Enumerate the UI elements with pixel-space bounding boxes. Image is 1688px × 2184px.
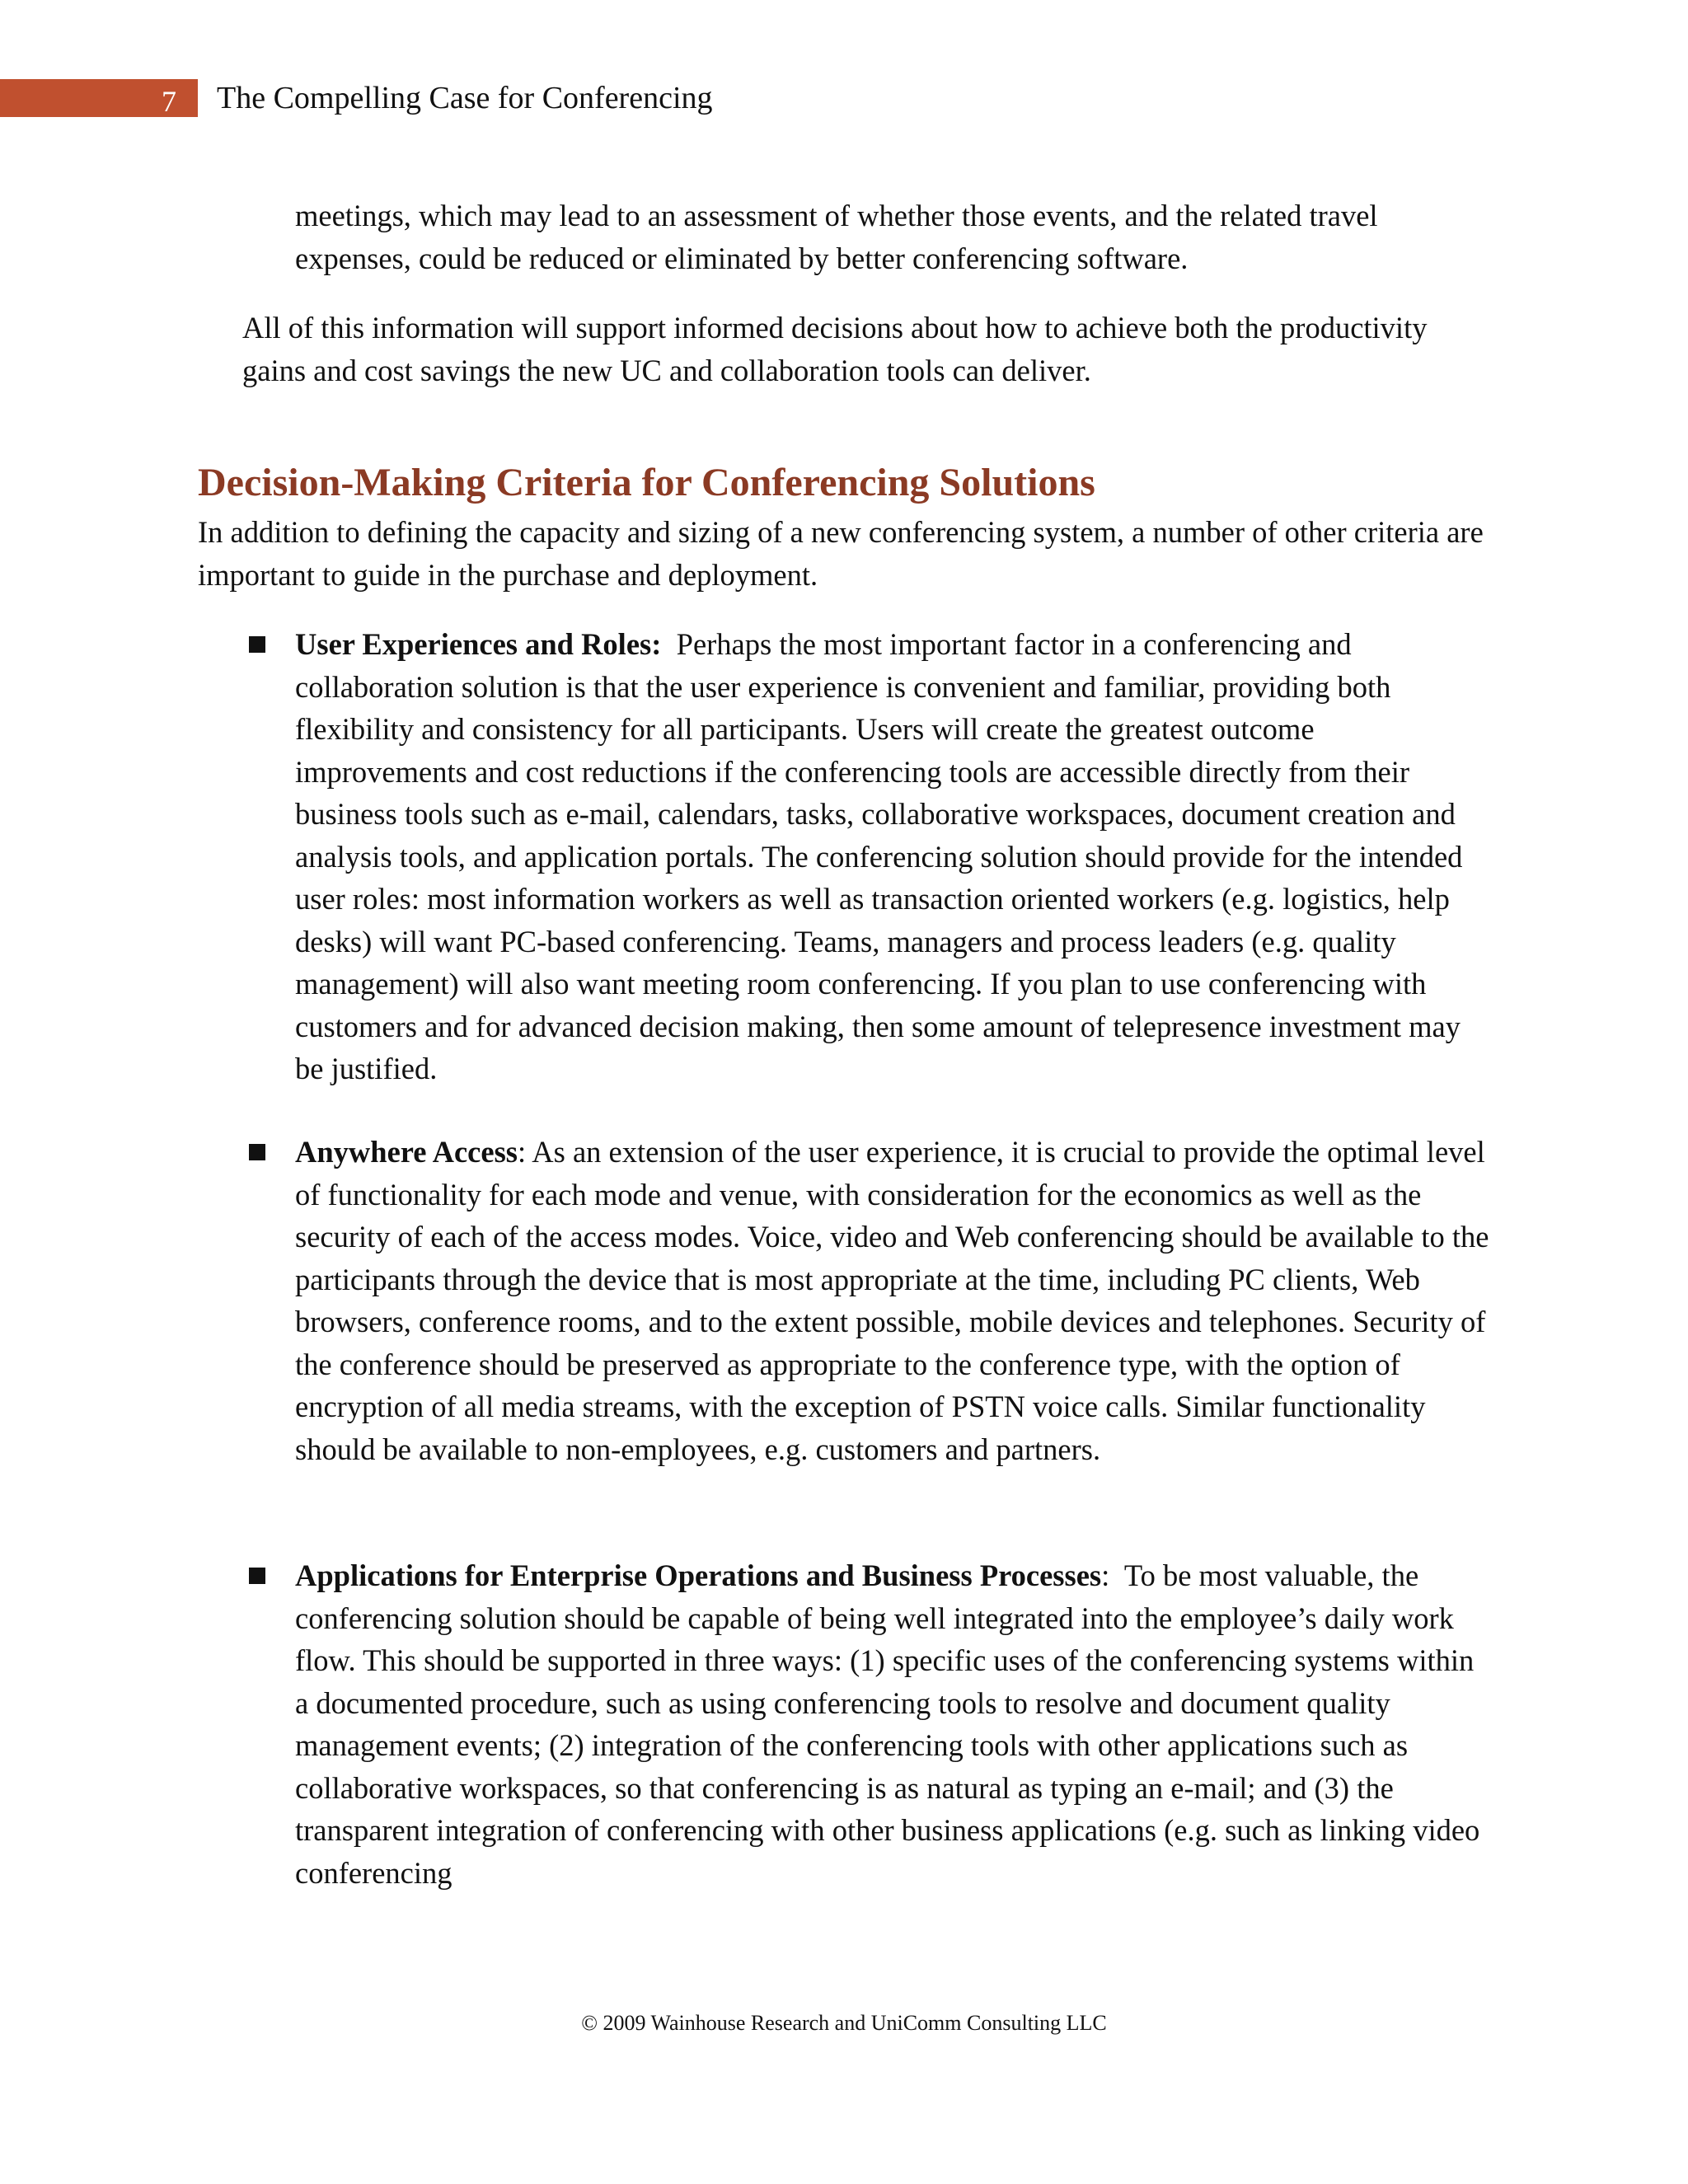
section-heading: Decision-Making Criteria for Conferencing Solutions [198,461,1095,504]
summary-paragraph: All of this information will support informed decisions about how to achieve both the productivity gains and cost savings the new UC and collaboration tools can deliver. [242,311,1428,387]
continuation-paragraph: meetings, which may lead to an assessment of whether those events, and the related travel expenses, could be reduced or eliminated by better conferencing software. [295,199,1378,275]
bullet-separator: : [518,1135,532,1169]
bullet-text: Perhaps the most important factor in a conferencing and collaboration solution is that the user experience is convenient and familiar, providing both flexibility and consistency for all participants. Users will create the greatest outcome improvements and cost reductions if the conferencing tools are accessible directly from their business tools such as e-mail, calendars, tasks, collaborative workspaces, document creation and analysis tools, and application portals. The conferencing solution should provide for the intended user roles: most information workers as well as transaction oriented workers (e.g. logistics, help desks) will want PC-based conferencing. Teams, managers and process leaders (e.g. quality management) will also want meeting room conferencing. If you plan to use conferencing with customers and for advanced decision making, then some amount of telepresence investment may be justified. [295,627,1463,1085]
section-intro: In addition to defining the capacity and sizing of a new conferencing system, a number of other criteria are important to guide in the purchase and deployment. [198,515,1484,592]
bullet-title: User Experiences and Roles: [295,627,662,661]
square-bullet-icon [249,636,265,653]
page-number: 7 [162,85,176,118]
bullet-item-user-experiences [295,623,1490,1090]
page-footer: © 2009 Wainhouse Research and UniComm Consulting LLC [581,2011,1107,2035]
square-bullet-icon [249,1144,265,1160]
square-bullet-icon [249,1568,265,1584]
bullet-title: Anywhere Access [295,1135,518,1169]
bullet-separator [661,627,676,661]
bullet-item-anywhere-access [295,1131,1490,1470]
bullet-separator: : [1101,1558,1124,1592]
bullet-title: Applications for Enterprise Operations and Business Processes [295,1558,1102,1592]
bullet-item-applications [295,1554,1490,1894]
bullet-text: As an extension of the user experience, it is crucial to provide the optimal level of functionality for each mode and venue, with consideration for the economics as well as the security of each of the access modes. Voice, video and Web conferencing should be available to the participants through the device that is most appropriate at the time, including PC clients, Web browsers, conference rooms, and to the extent possible, mobile devices and telephones. Security of the conference should be preserved as appropriate to the conference type, with the option of encryption of all media streams, with the exception of PSTN voice calls. Similar functionality should be available to non-employees, e.g. customers and partners. [295,1135,1489,1466]
running-title: The Compelling Case for Conferencing [217,81,713,115]
bullet-text: To be most valuable, the conferencing solution should be capable of being well integrated into the employee’s daily work flow. This should be supported in three ways: (1) specific uses of the conferencing systems within a documented procedure, such as using conferencing tools to resolve and document quality management events; (2) integration of the conferencing tools with other applications such as collaborative workspaces, so that conferencing is as natural as typing an e-mail; and (3) the transparent integration of conferencing with other business applications (e.g. such as linking video conferencing [295,1558,1480,1890]
